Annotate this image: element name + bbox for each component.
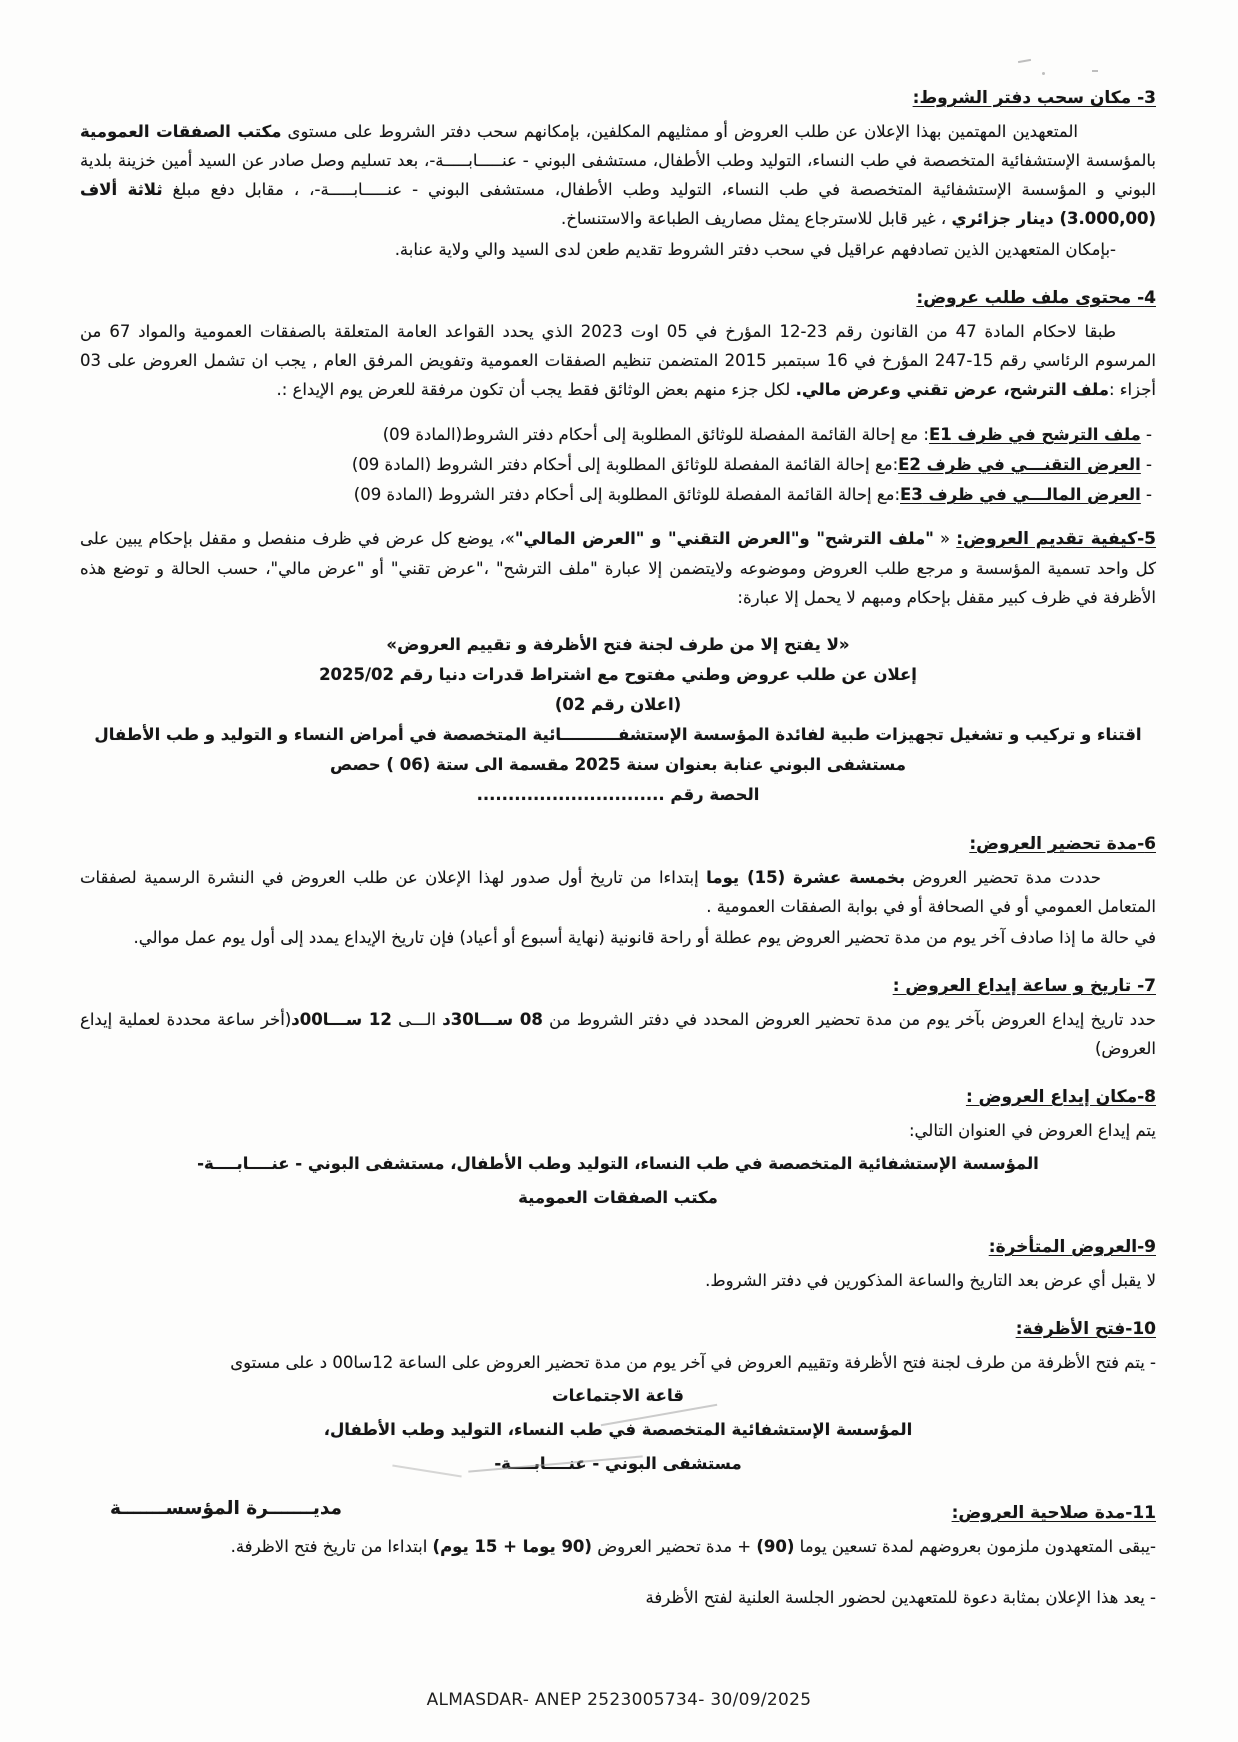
text-run: « [933,529,957,548]
text-run-bold: "ملف الترشح" و"العرض التقني" و "العرض المالي" [514,529,934,548]
text-run: المتعهدين المهتمين بهذا الإعلان عن طلب العروض أو ممثليهم المكلفين، بإمكانهم سحب دفتر الشروط على مستوى [281,122,1079,141]
section-5-paragraph [80,524,1156,612]
opening-location-line-1: قاعة الاجتماعات [552,1386,684,1405]
text-run: ، غير قابل للاسترجاع يمثل مصاريف الطباعة والاستنساخ. [560,209,952,228]
section-9-heading: 9-العروض المتأخرة: [988,1237,1156,1257]
envelope-item-e1 [80,420,1152,450]
text-run: ابتداءا من تاريخ فتح الاظرفة. [230,1537,433,1556]
section-7-heading: 7- تاريخ و ساعة إيداع العروض : [892,976,1156,996]
section-8-paragraph: يتم إيداع العروض في العنوان التالي: [908,1121,1156,1140]
text-run: الـــى [391,1010,443,1029]
scan-artifact [1042,72,1045,75]
text-run-bold: ثلاثة ألاف (3.000,00) دينار جزائري [80,180,1156,228]
section-4-heading: 4- محتوى ملف طلب عروض: [916,288,1156,308]
scan-artifact [1092,70,1098,72]
section-6-heading: 6-مدة تحضير العروض: [969,834,1156,854]
section-9-paragraph: لا يقبل أي عرض بعد التاريخ والساعة المذكورين في دفتر الشروط. [705,1271,1156,1290]
footer-anep-reference: ALMASDAR- ANEP 2523005734- 30/09/2025 [426,1690,812,1710]
section-11-paragraph [80,1532,1156,1561]
section-8-heading: 8-مكان إيداع العروض : [965,1087,1156,1107]
announcement-number: (اعلان رقم 02) [554,695,682,714]
deposit-address-line-2: مكتب الصفقات العمومية [518,1188,718,1207]
text-run: حددت مدة تحضير العروض [905,868,1101,887]
text-run: »، يوضع كل عرض في ظرف منفصل و مقفل بإحكام يبين على كل واحد تسمية المؤسسة و مرجع طلب العروض وموضوعه ولايتضمن إلا عبارة "ملف الترشح" ،"عرض تقني" أو "عرض مالي"، حسب الحالة و توضع هذه الأظرفة في ظرف كبير مقفل بإحكام ومبهم لا يحمل إلا عبارة: [80,529,1156,607]
section-11-invitation-note: - يعد هذا الإعلان بمثابة دعوة للمتعهدين لحضور الجلسة العلنية لفتح الأظرفة [645,1588,1156,1607]
text-run: :مع إحالة القائمة المفصلة للوثائق المطلوبة إلى أحكام دفتر الشروط (المادة 09) [353,485,901,504]
envelope-e2-label: العرض التقنـــي في ظرف E2 [898,455,1141,474]
opening-location-line-3: مستشفى البوني - عنــــابــــة- [494,1454,742,1473]
envelope-e3-label: العرض المالـــي في ظرف E3 [900,485,1141,504]
signature-title: مديـــــــرة المؤسســـــــة [110,1498,343,1519]
section-10-heading: 10-فتح الأظرفة: [1015,1319,1156,1339]
text-run: لكل جزء منهم بعض الوثائق فقط يجب أن تكون مرفقة للعرض يوم الإيداع :. [276,380,796,399]
document-content [80,84,1156,1614]
text-run: بالمؤسسة الإستشفائية المتخصصة في طب النساء، التوليد وطب الأطفال، مستشفى البوني - عنـــــابـــــة-، بعد تسليم وصل صادر عن السيد أمين خزينة بلدية البوني و المؤسسة الإستشفائية المتخصصة في طب النساء، التوليد وطب الأطفال، مستشفى البوني - عنـــــابـــــة-، ، مقابل دفع مبلغ [80,151,1157,199]
section-6-holiday-note: في حالة ما إذا صادف آخر يوم من مدة تحضير العروض يوم عطلة أو راحة قانونية (نهاية أسبوع أو أعياد) فإن تاريخ الإيداع يمدد إلى أول يوم عمل موالي. [133,928,1156,947]
text-run: حدد تاريخ إيداع العروض بآخر يوم من مدة تحضير العروض المحدد في دفتر الشروط من [542,1010,1157,1029]
text-run: إبتداءا من تاريخ أول صدور لهذا الإعلان عن طلب العروض في النشرة الرسمية لصفقات المتعامل العمومي أو في الصحافة أو في بوابة الصفقات العمومية . [80,868,1156,916]
opening-location-line-2: المؤسسة الإستشفائية المتخصصة في طب النساء، التوليد وطب الأطفال، [323,1420,913,1439]
envelope-item-e3 [80,480,1152,510]
text-run-bold: بخمسة عشرة (15) يوما [706,868,906,887]
do-not-open-notice: «لا يفتح إلا من طرف لجنة فتح الأظرفة و تقييم العروض» [386,635,850,654]
deposit-address-line-1: المؤسسة الإستشفائية المتخصصة في طب النساء، التوليد وطب الأطفال، مستشفى البوني - عنــــابــــة- [197,1154,1039,1173]
list-dash: - [1140,485,1152,504]
announcement-block [80,630,1156,810]
list-dash: - [1140,455,1152,474]
envelope-e1-label: ملف الترشح في ظرف E1 [929,425,1141,444]
tender-call-title: إعلان عن طلب عروض وطني مفتوح مع اشتراط قدرات دنيا رقم 2025/02 [319,665,917,684]
text-run-bold: (90) [756,1537,795,1556]
text-run: طبقا لاحكام المادة 47 من القانون رقم 23‏-‏12 المؤرخ في 05 اوت 2023 الذي يحدد القواعد العامة المتعلقة بالصفقات العمومية والمواد 67 من المرسوم الرئاسي رقم 15‏-‏247 المؤرخ في 16 سبتمبر 2015 المتضمن تنظيم الصفقات العمومية وتفويض المرفق العام , يجب ان تشمل العروض على 03 أجزاء : [80,322,1156,399]
text-run: : مع إحالة القائمة المفصلة للوثائق المطلوبة إلى أحكام دفتر الشروط(المادة 09) [382,425,929,444]
section-6-paragraph [80,863,1156,921]
section-11-heading: 11-مدة صلاحية العروض: [951,1503,1156,1523]
envelope-item-e2 [80,450,1152,480]
section-5-heading: 5-كيفية تقديم العروض: [956,529,1156,549]
text-run-bold: ملف الترشح، عرض تقني وعرض مالي. [795,380,1109,399]
section-3-heading: 3- مكان سحب دفتر الشروط: [912,88,1156,108]
section-3-paragraph [80,117,1156,233]
section-7-paragraph [80,1005,1156,1063]
text-run: + مدة تحضير العروض [591,1537,757,1556]
text-run: -يبقى المتعهدون ملزمون بعروضهم لمدة تسعين يوما [794,1537,1156,1556]
text-run: :مع إحالة القائمة المفصلة للوثائق المطلوبة إلى أحكام دفتر الشروط (المادة 09) [351,455,899,474]
text-run-bold: مكتب الصفقات العمومية [80,122,282,141]
list-dash: - [1140,425,1152,444]
section-3-appeal-note: -بإمكان المتعهدين الذين تصادفهم عراقيل في سحب دفتر الشروط تقديم طعن لدى السيد والي ولاية عنابة. [394,240,1116,259]
text-run: (أخر ساعة محددة لعملية إيداع العروض) [80,1010,1156,1058]
lot-number-line: الحصة رقم .............................. [476,785,760,804]
text-run-bold: 12 ســـا00د [291,1010,392,1029]
section-10-paragraph: - يتم فتح الأظرفة من طرف لجنة فتح الأظرفة وتقييم العروض في آخر يوم من مدة تحضير العروض على الساعة 12سا00 د على مستوى [230,1353,1156,1372]
scan-artifact [1018,59,1031,63]
text-run-bold: (90 يوما + 15 يوم) [432,1537,592,1556]
tender-object-title: اقتناء و تركيب و تشغيل تجهيزات طبية لفائدة المؤسسة الإستشفــــــــــائية المتخصصة في أمراض النساء و التوليد و طب الأطفال مستشفى البوني عنابة بعنوان سنة 2025 مقسمة الى ستة (06 ) حصص [94,725,1142,774]
section-4-paragraph [80,317,1156,404]
text-run-bold: 08 ســـا30د [442,1010,543,1029]
envelope-list [80,420,1152,510]
